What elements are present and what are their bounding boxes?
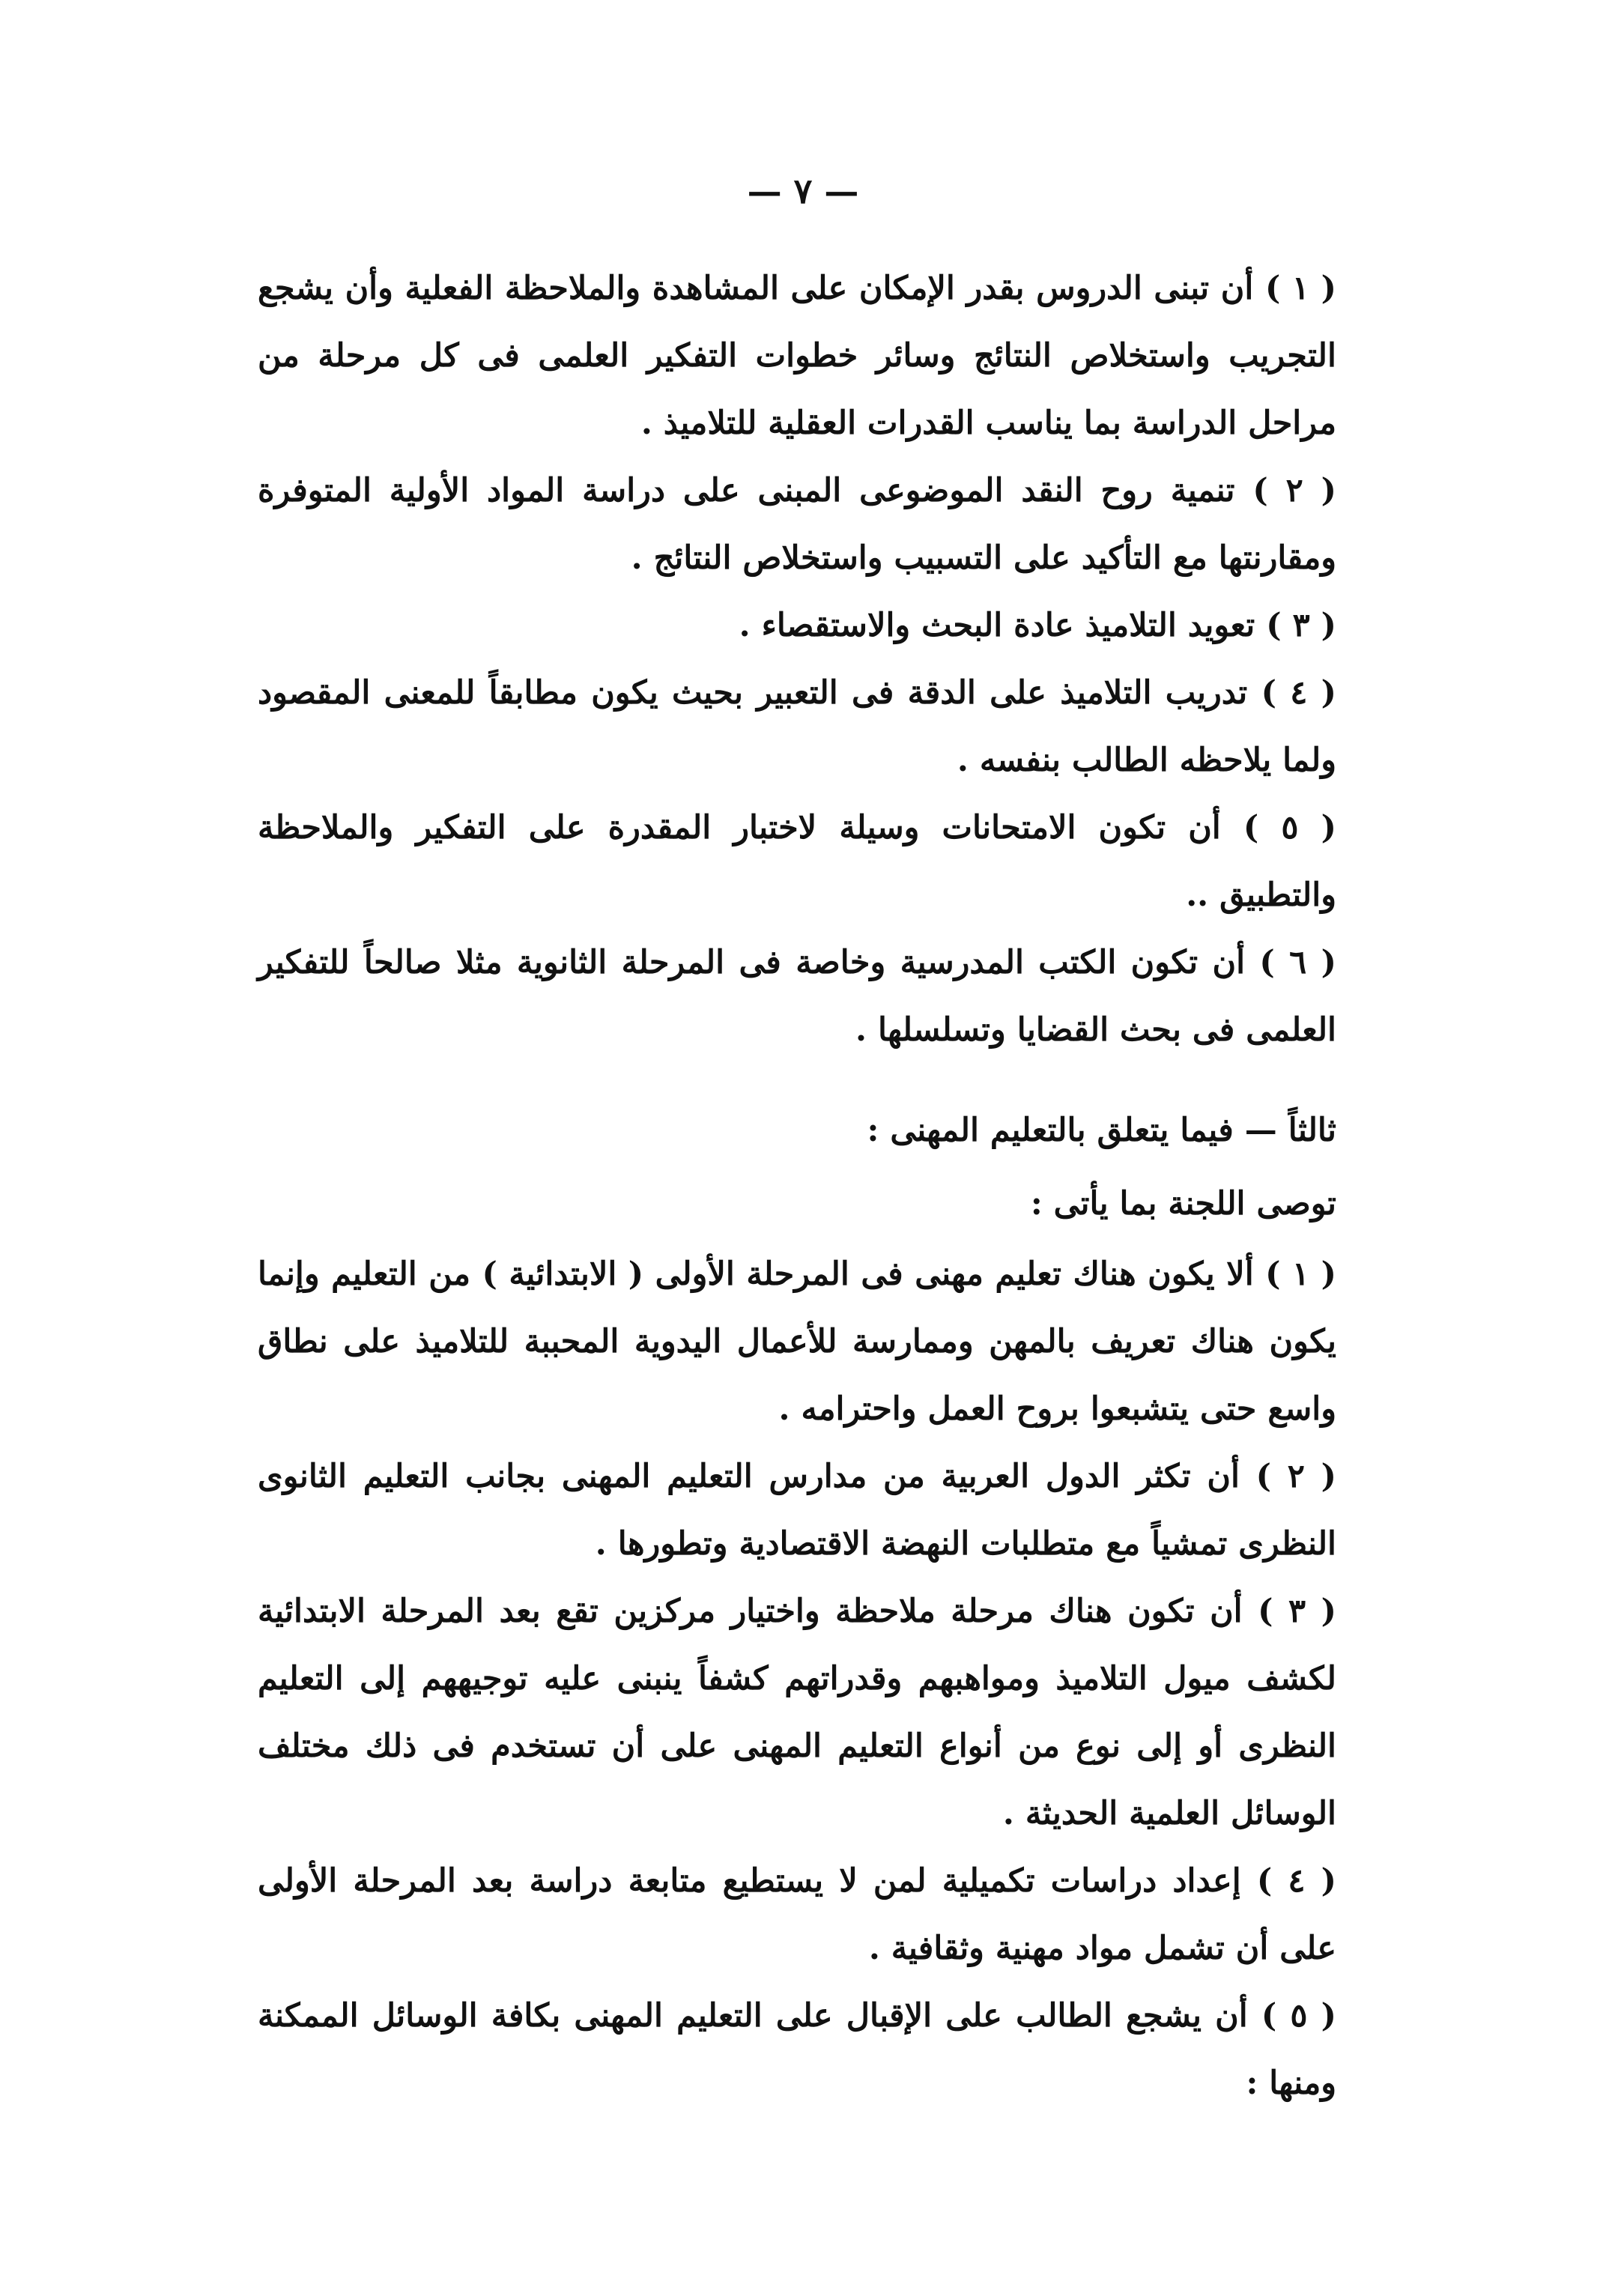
section-intro: توصى اللجنة بما يأتى :: [1030, 1185, 1336, 1223]
item-text: إعداد دراسات تكميلية لمن لا يستطيع متابعة دراسة بعد المرحلة الأولى على أن تشمل مواد مهنية وثقافية .: [258, 1862, 1336, 1967]
list-b: [258, 1241, 1336, 2117]
item-text: أن تكون الامتحانات وسيلة لاختبار المقدرة على التفكير والملاحظة والتطبيق ..: [258, 809, 1336, 914]
list-item: [258, 1241, 1336, 1443]
item-number: ( ٤ ): [1256, 1862, 1336, 1900]
item-text: أن يشجع الطالب على الإقبال على التعليم المهنى بكافة الوسائل الممكنة ومنها :: [258, 1997, 1336, 2102]
item-number: ( ٥ ): [1261, 1997, 1336, 2035]
item-text: أن تكثر الدول العربية من مدارس التعليم المهنى بجانب التعليم الثانوى النظرى تمشياً مع متطلبات النهضة الاقتصادية وتطورها .: [258, 1458, 1336, 1563]
list-item: [258, 592, 1336, 659]
item-text: أن تبنى الدروس بقدر الإمكان على المشاهدة والملاحظة الفعلية وأن يشجع التجريب واستخلاص النتائج وسائر خطوات التفكير العلمى فى كل مرحلة من مراحل الدراسة بما يناسب القدرات العقلية للتلاميذ .: [258, 270, 1336, 442]
item-text: تنمية روح النقد الموضوعى المبنى على دراسة المواد الأولية المتوفرة ومقارنتها مع التأكيد على التسبيب واستخلاص النتائج .: [258, 472, 1336, 577]
list-item: [258, 1982, 1336, 2117]
item-number: ( ٣ ): [1266, 607, 1336, 644]
item-number: ( ٢ ): [1252, 472, 1336, 509]
list-item: [258, 659, 1336, 794]
item-number: ( ١ ): [1265, 1255, 1336, 1293]
item-number: ( ١ ): [1264, 270, 1336, 307]
list-item: [258, 255, 1336, 457]
item-number: ( ٢ ): [1255, 1458, 1336, 1495]
item-text: أن تكون الكتب المدرسية وخاصة فى المرحلة الثانوية مثلا صالحاً للتفكير العلمى فى بحث القضايا وتسلسلها .: [258, 944, 1336, 1049]
item-text: أن تكون هناك مرحلة ملاحظة واختيار مركزين تقع بعد المرحلة الابتدائية لكشف ميول التلاميذ ومواهبهم وقدراتهم كشفاً ينبنى عليه توجيههم إلى التعليم النظرى أو إلى نوع من أنواع التعليم المهنى على أن تستخدم فى ذلك مختلف الوسائل العلمية الحديثة .: [258, 1593, 1336, 1832]
item-text: ألا يكون هناك تعليم مهنى فى المرحلة الأولى ( الابتدائية ) من التعليم وإنما يكون هناك تعريف بالمهن وممارسة للأعمال اليدوية المحببة للتلاميذ على نطاق واسع حتى يتشبعوا بروح العمل واحترامه .: [258, 1255, 1336, 1428]
list-item: [258, 1578, 1336, 1847]
list-item: [258, 929, 1336, 1064]
item-text: تدريب التلاميذ على الدقة فى التعبير بحيث يكون مطابقاً للمعنى المقصود ولما يلاحظه الطالب بنفسه .: [258, 674, 1336, 779]
item-number: ( ٣ ): [1258, 1593, 1336, 1630]
list-item: [258, 457, 1336, 592]
document-body: [258, 255, 1336, 2117]
list-item: [258, 1847, 1336, 1982]
item-number: ( ٦ ): [1259, 944, 1336, 981]
list-item: [258, 794, 1336, 929]
item-number: ( ٤ ): [1261, 674, 1336, 712]
item-text: تعويد التلاميذ عادة البحث والاستقصاء .: [739, 607, 1255, 644]
list-a: [258, 255, 1336, 1064]
item-number: ( ٥ ): [1243, 809, 1336, 846]
list-item: [258, 1443, 1336, 1578]
section-heading: ثالثاً — فيما يتعلق بالتعليم المهنى :: [867, 1112, 1336, 1149]
page-number: — ٧ —: [747, 171, 859, 211]
